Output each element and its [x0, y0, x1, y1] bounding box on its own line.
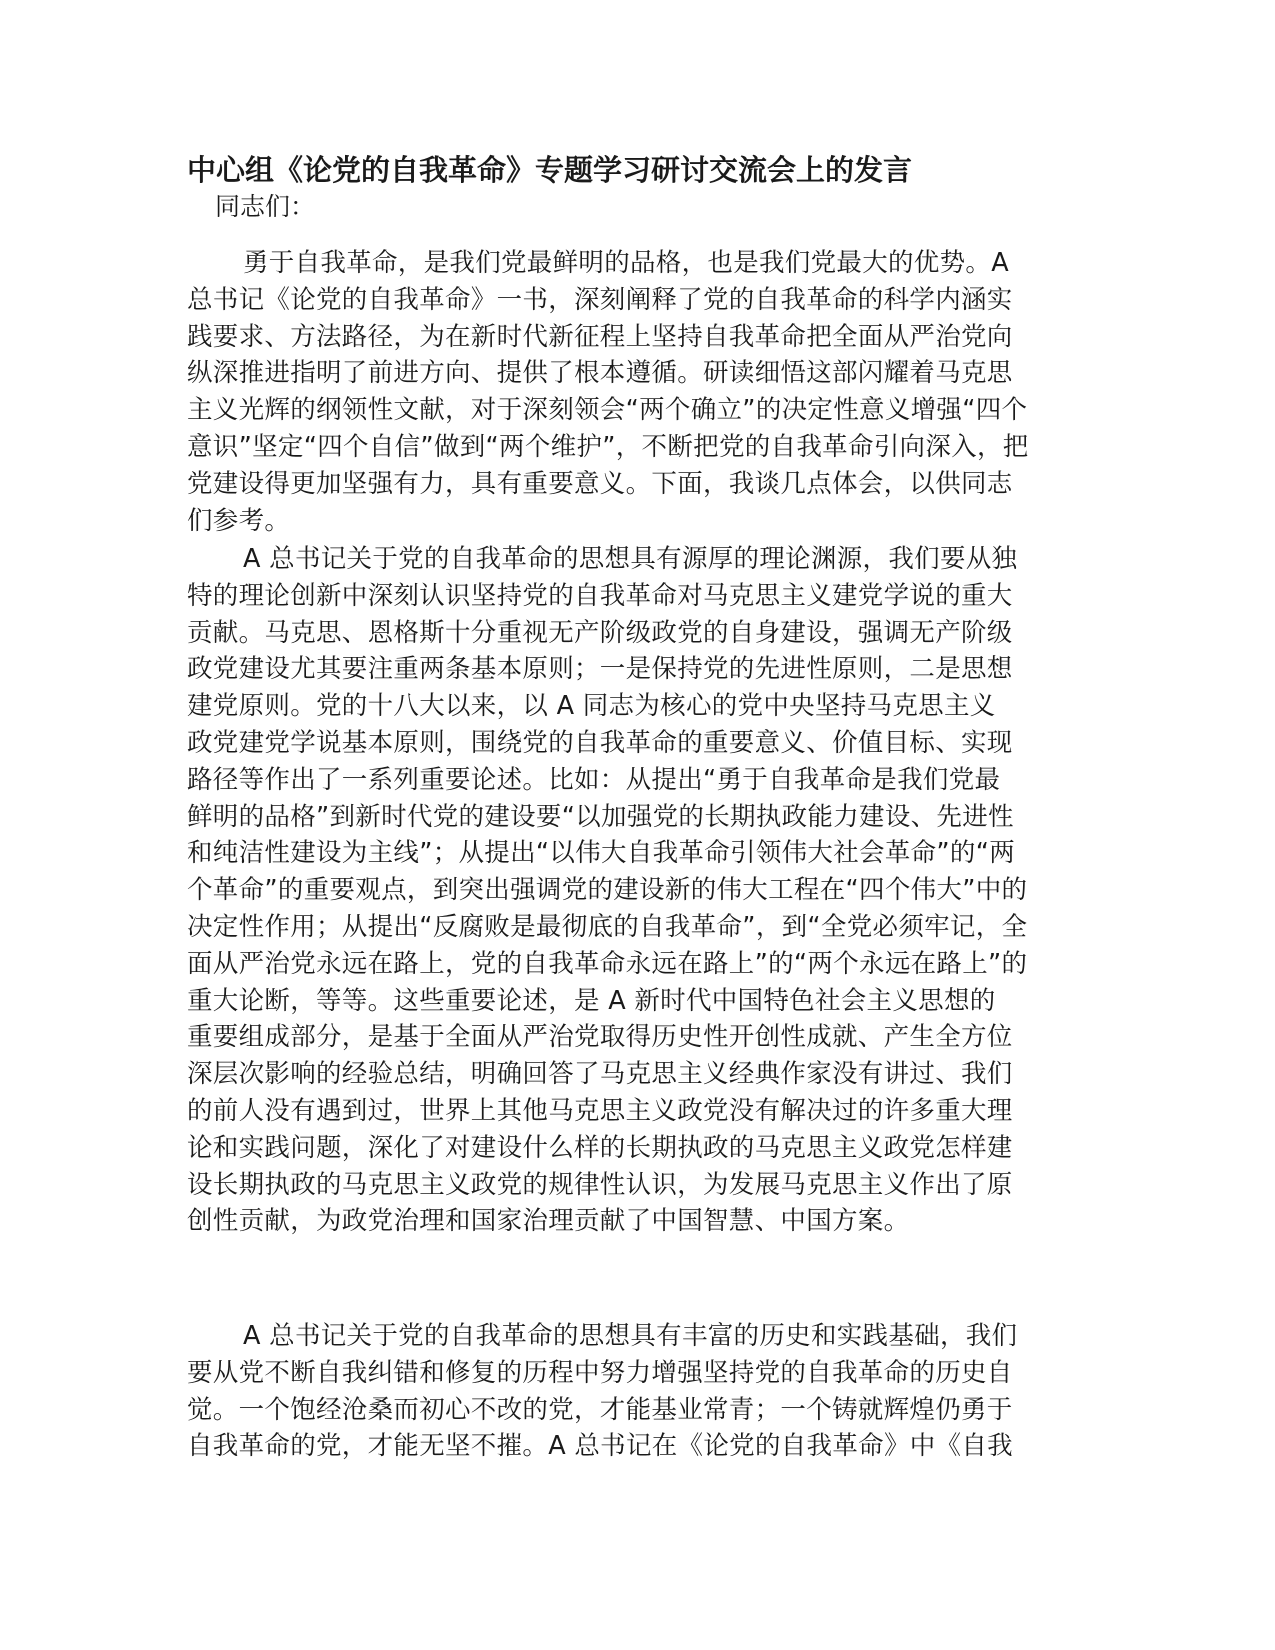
text-line: 建党原则。党的十八大以来，以 A 同志为核心的党中央坚持马克思主义 [187, 691, 996, 722]
text-line: 政党建党学说基本原则，围绕党的自我革命的重要意义、价值目标、实现 [187, 727, 1013, 758]
text-line: 论和实践问题，深化了对建设什么样的长期执政的马克思主义政党怎样建 [187, 1132, 1013, 1163]
text-line: 总书记《论党的自我革命》一书，深刻阐释了党的自我革命的科学内涵实 [187, 284, 1013, 315]
document-title: 中心组《论党的自我革命》专题学习研讨交流会上的发言 [187, 153, 913, 187]
text-line: 要从党不断自我纠错和修复的历程中努力增强坚持党的自我革命的历史自 [187, 1357, 1013, 1388]
paragraph-1 [187, 245, 1092, 539]
text-line: A 总书记关于党的自我革命的思想具有源厚的理论渊源，我们要从独 [243, 544, 1018, 574]
text-line: 重大论断，等等。这些重要论述，是 A 新时代中国特色社会主义思想的 [187, 985, 996, 1016]
text-line: 的前人没有遇到过，世界上其他马克思主义政党没有解决过的许多重大理 [187, 1095, 1013, 1126]
paragraph-2 [187, 541, 1092, 1240]
text-line: 政党建设尤其要注重两条基本原则；一是保持党的先进性原则，二是思想 [187, 654, 1013, 685]
text-line: A 总书记关于党的自我革命的思想具有丰富的历史和实践基础，我们 [243, 1321, 1018, 1351]
text-line: 勇于自我革命，是我们党最鲜明的品格，也是我们党最大的优势。A [243, 248, 1009, 278]
text-line: 主义光辉的纲领性文献，对于深刻领会“两个确立”的决定性意义增强“四个 [187, 395, 1028, 426]
text-line: 特的理论创新中深刻认识坚持党的自我革命对马克思主义建党学说的重大 [187, 580, 1013, 611]
text-line: 深层次影响的经验总结，明确回答了马克思主义经典作家没有讲过、我们 [187, 1059, 1013, 1090]
text-line: 党建设得更加坚强有力，具有重要意义。下面，我谈几点体会，以供同志 [187, 468, 1013, 499]
text-line: 贡献。马克思、恩格斯十分重视无产阶级政党的自身建设，强调无产阶级 [187, 617, 1013, 648]
paragraph-3 [187, 1318, 1092, 1465]
text-line: 觉。一个饱经沧桑而初心不改的党，才能基业常青；一个铸就辉煌仍勇于 [187, 1394, 1013, 1425]
text-line: 设长期执政的马克思主义政党的规律性认识，为发展马克思主义作出了原 [187, 1169, 1013, 1200]
salutation: 同志们： [215, 192, 316, 221]
text-line: 鲜明的品格”到新时代党的建设要“以加强党的长期执政能力建设、先进性 [187, 801, 1014, 832]
text-line: 们参考。 [187, 505, 291, 536]
text-line: 路径等作出了一系列重要论述。比如：从提出“勇于自我革命是我们党最 [187, 764, 1001, 795]
text-line: 创性贡献，为政党治理和国家治理贡献了中国智慧、中国方案。 [187, 1206, 910, 1237]
text-line: 个革命”的重要观点，到突出强调党的建设新的伟大工程在“四个伟大”中的 [187, 875, 1028, 906]
text-line: 和纯洁性建设为主线”；从提出“以伟大自我革命引领伟大社会革命”的“两 [187, 838, 1016, 869]
text-line: 自我革命的党，才能无坚不摧。A 总书记在《论党的自我革命》中《自我 [187, 1431, 1013, 1462]
text-line: 面从严治党永远在路上，党的自我革命永远在路上”的“两个永远在路上”的 [187, 948, 1028, 979]
text-line: 决定性作用；从提出“反腐败是最彻底的自我革命”，到“全党必须牢记，全 [187, 911, 1028, 942]
text-line: 意识”坚定“四个自信”做到“两个维护”，不断把党的自我革命引向深入，把 [187, 431, 1029, 462]
text-line: 纵深推进指明了前进方向、提供了根本遵循。研读细悟这部闪耀着马克思 [187, 358, 1013, 389]
text-line: 重要组成部分，是基于全面从严治党取得历史性开创性成就、产生全方位 [187, 1022, 1013, 1053]
text-line: 践要求、方法路径，为在新时代新征程上坚持自我革命把全面从严治党向 [187, 321, 1013, 352]
